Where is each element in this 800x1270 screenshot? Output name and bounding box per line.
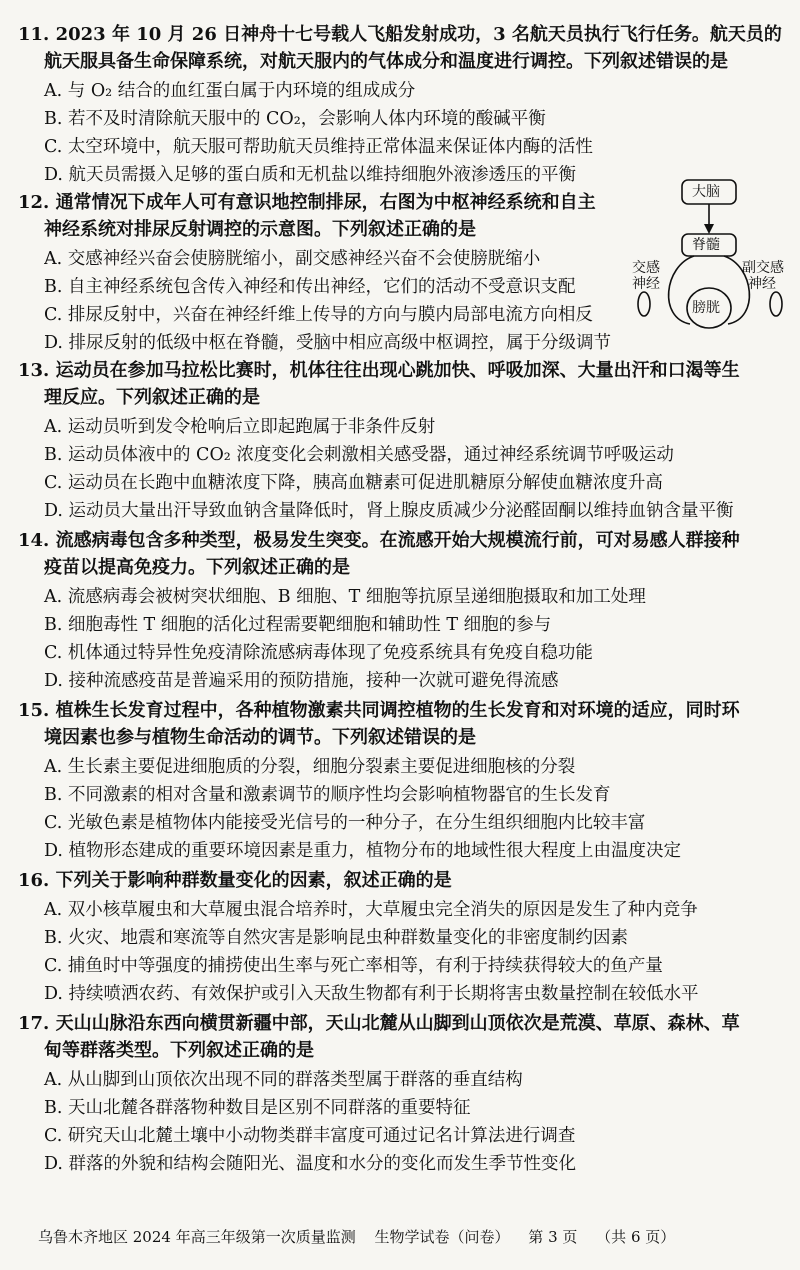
- question-stem: 11. 2023 年 10 月 26 日神舟十七号载人飞船发射成功，3 名航天员执行飞行任务。航天员的: [18, 24, 782, 45]
- option-d: D. 接种流感疫苗是普遍采用的预防措施，接种一次就可避免得流感: [44, 671, 559, 691]
- option-c: C. 捕鱼时中等强度的捕捞使出生率与死亡率相等，有利于持续获得较大的鱼产量: [44, 956, 663, 976]
- option-b: B. 火灾、地震和寒流等自然灾害是影响昆虫种群数量变化的非密度制约因素: [44, 928, 628, 948]
- option-d: D. 排尿反射的低级中枢在脊髓，受脑中相应高级中枢调控，属于分级调节: [44, 333, 612, 353]
- question-stem: 16. 下列关于影响种群数量变化的因素，叙述正确的是: [18, 870, 452, 891]
- diagram-label-parasympathetic: 副交感: [742, 260, 784, 276]
- footer-total-pages: （共 6 页）: [596, 1228, 676, 1246]
- question-stem: 14. 流感病毒包含多种类型，极易发生突变。在流感开始大规模流行前，可对易感人群接种: [18, 530, 740, 551]
- question-stem: 理反应。下列叙述正确的是: [44, 387, 260, 408]
- option-b: B. 天山北麓各群落物种数目是区别不同群落的重要特征: [44, 1098, 471, 1118]
- question-stem: 17. 天山山脉沿东西向横贯新疆中部，天山北麓从山脚到山顶依次是荒漠、草原、森林、草: [18, 1013, 740, 1034]
- question-stem: 境因素也参与植物生命活动的调节。下列叙述错误的是: [44, 727, 476, 748]
- question-stem: 12. 通常情况下成年人可有意识地控制排尿，右图为中枢神经系统和自主: [18, 192, 596, 213]
- diagram-label-brain: 大脑: [692, 184, 720, 200]
- question-stem: 13. 运动员在参加马拉松比赛时，机体往往出现心跳加快、呼吸加深、大量出汗和口渴等生: [18, 360, 740, 381]
- question-stem: 15. 植株生长发育过程中，各种植物激素共同调控植物的生长发育和对环境的适应，同时环: [18, 700, 740, 721]
- urination-reflex-diagram: [630, 178, 790, 338]
- question-stem: 疫苗以提高免疫力。下列叙述正确的是: [44, 557, 350, 578]
- option-b: B. 若不及时清除航天服中的 CO₂，会影响人体内环境的酸碱平衡: [44, 109, 546, 129]
- footer-subject: 生物学试卷（问卷）: [374, 1228, 510, 1246]
- diagram-label-bladder: 膀胱: [692, 300, 720, 316]
- option-a: A. 交感神经兴奋会使膀胱缩小，副交感神经兴奋不会使膀胱缩小: [44, 249, 541, 269]
- option-c: C. 排尿反射中，兴奋在神经纤维上传导的方向与膜内局部电流方向相反: [44, 305, 593, 325]
- question-stem: 航天服具备生命保障系统，对航天服内的气体成分和温度进行调控。下列叙述错误的是: [44, 51, 728, 72]
- option-a: A. 从山脚到山顶依次出现不同的群落类型属于群落的垂直结构: [44, 1070, 523, 1090]
- option-c: C. 研究天山北麓土壤中小动物类群丰富度可通过记名计算法进行调查: [44, 1126, 576, 1146]
- question-stem: 甸等群落类型。下列叙述正确的是: [44, 1040, 314, 1061]
- option-a: A. 流感病毒会被树突状细胞、B 细胞、T 细胞等抗原呈递细胞摄取和加工处理: [44, 587, 646, 607]
- option-d: D. 航天员需摄入足够的蛋白质和无机盐以维持细胞外液渗透压的平衡: [44, 165, 577, 185]
- diagram-label-spinal-cord: 脊髓: [692, 237, 720, 253]
- diagram-label-sympathetic: 交感: [632, 260, 660, 276]
- page-footer: [38, 1226, 689, 1248]
- diagram-label-sympathetic: 神经: [632, 276, 660, 292]
- option-d: D. 群落的外貌和结构会随阳光、温度和水分的变化而发生季节性变化: [44, 1154, 577, 1174]
- option-d: D. 植物形态建成的重要环境因素是重力，植物分布的地域性很大程度上由温度决定: [44, 841, 682, 861]
- option-d: D. 持续喷洒农药、有效保护或引入天敌生物都有利于长期将害虫数量控制在较低水平: [44, 984, 699, 1004]
- diagram-label-parasympathetic: 神经: [748, 276, 776, 292]
- question-stem: 神经系统对排尿反射调控的示意图。下列叙述正确的是: [44, 219, 476, 240]
- option-d: D. 运动员大量出汗导致血钠含量降低时，肾上腺皮质减少分泌醛固酮以维持血钠含量平衡: [44, 501, 734, 521]
- option-c: C. 机体通过特异性免疫清除流感病毒体现了免疫系统具有免疫自稳功能: [44, 643, 593, 663]
- option-c: C. 运动员在长跑中血糖浓度下降，胰高血糖素可促进肌糖原分解使血糖浓度升高: [44, 473, 663, 493]
- footer-exam-name: 乌鲁木齐地区 2024 年高三年级第一次质量监测: [38, 1228, 356, 1246]
- option-a: A. 运动员听到发令枪响后立即起跑属于非条件反射: [44, 417, 436, 437]
- option-b: B. 运动员体液中的 CO₂ 浓度变化会刺激相关感受器，通过神经系统调节呼吸运动: [44, 445, 674, 465]
- option-b: B. 不同激素的相对含量和激素调节的顺序性均会影响植物器官的生长发育: [44, 785, 611, 805]
- option-b: B. 细胞毒性 T 细胞的活化过程需要靶细胞和辅助性 T 细胞的参与: [44, 615, 552, 635]
- footer-page-number: 第 3 页: [528, 1228, 578, 1246]
- option-b: B. 自主神经系统包含传入神经和传出神经，它们的活动不受意识支配: [44, 277, 576, 297]
- option-a: A. 与 O₂ 结合的血红蛋白属于内环境的组成成分: [44, 81, 416, 101]
- option-c: C. 太空环境中，航天服可帮助航天员维持正常体温来保证体内酶的活性: [44, 137, 593, 157]
- option-a: A. 双小核草履虫和大草履虫混合培养时，大草履虫完全消失的原因是发生了种内竞争: [44, 900, 698, 920]
- option-c: C. 光敏色素是植物体内能接受光信号的一种分子，在分生组织细胞内比较丰富: [44, 813, 646, 833]
- option-a: A. 生长素主要促进细胞质的分裂，细胞分裂素主要促进细胞核的分裂: [44, 757, 576, 777]
